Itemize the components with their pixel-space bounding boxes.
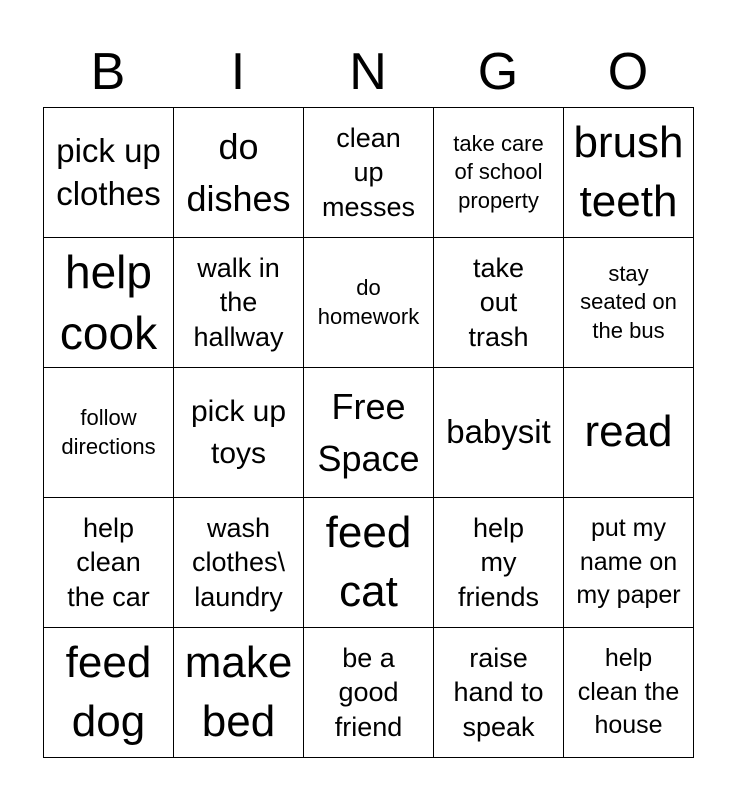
bingo-cell[interactable] [434, 368, 564, 498]
cell-text: put my name on my paper [576, 513, 681, 610]
bingo-cell[interactable] [304, 628, 434, 758]
bingo-cell[interactable] [564, 498, 694, 628]
bingo-cell[interactable] [564, 238, 694, 368]
bingo-cell[interactable] [174, 108, 304, 238]
bingo-cell[interactable] [434, 498, 564, 628]
bingo-cell[interactable] [174, 238, 304, 368]
bingo-cell[interactable] [174, 498, 304, 628]
bingo-cell[interactable] [434, 238, 564, 368]
cell-text: do dishes [186, 125, 291, 219]
cell-text: help clean the house [577, 643, 680, 740]
bingo-header [43, 40, 693, 104]
header-letter-n: N [349, 43, 387, 101]
cell-text: read [584, 407, 673, 457]
cell-text: help my friends [457, 512, 540, 612]
header-letter-i: I [230, 43, 246, 101]
cell-text: pick up toys [190, 394, 287, 470]
cell-text: pick up clothes [56, 132, 161, 212]
cell-text: feed dog [65, 637, 152, 746]
bingo-cell[interactable] [304, 108, 434, 238]
header-letter-b: B [90, 43, 126, 101]
cell-text: raise hand to speak [453, 642, 544, 742]
cell-text: wash clothes\ laundry [191, 512, 286, 612]
cell-text: make bed [184, 637, 293, 746]
free-space-cell[interactable] [304, 368, 434, 498]
cell-text: babysit [446, 413, 551, 451]
cell-text: brush teeth [573, 117, 684, 226]
bingo-cell[interactable] [44, 238, 174, 368]
bingo-cell[interactable] [44, 368, 174, 498]
bingo-cell[interactable] [44, 108, 174, 238]
cell-text: take care of school property [453, 131, 544, 213]
cell-text: help clean the car [67, 512, 150, 612]
bingo-cell[interactable] [174, 368, 304, 498]
bingo-cell[interactable] [44, 628, 174, 758]
cell-text: take out trash [468, 252, 529, 352]
cell-text: clean up messes [321, 122, 416, 222]
cell-text: Free Space [317, 385, 420, 479]
cell-text: follow directions [61, 405, 156, 459]
bingo-cell[interactable] [564, 368, 694, 498]
bingo-cell[interactable] [304, 238, 434, 368]
cell-text: stay seated on the bus [580, 261, 677, 343]
cell-text: feed cat [325, 507, 412, 616]
bingo-cell[interactable] [434, 628, 564, 758]
cell-text: do homework [317, 275, 420, 329]
header-letter-o: O [607, 43, 649, 101]
bingo-cell[interactable] [434, 108, 564, 238]
bingo-cell[interactable] [304, 498, 434, 628]
bingo-grid [43, 107, 694, 758]
bingo-cell[interactable] [174, 628, 304, 758]
bingo-cell[interactable] [564, 108, 694, 238]
cell-text: be a good friend [334, 642, 403, 742]
cell-text: help cook [59, 245, 158, 359]
cell-text: walk in the hallway [193, 252, 284, 352]
bingo-cell[interactable] [564, 628, 694, 758]
bingo-cell[interactable] [44, 498, 174, 628]
header-letter-g: G [477, 43, 519, 101]
